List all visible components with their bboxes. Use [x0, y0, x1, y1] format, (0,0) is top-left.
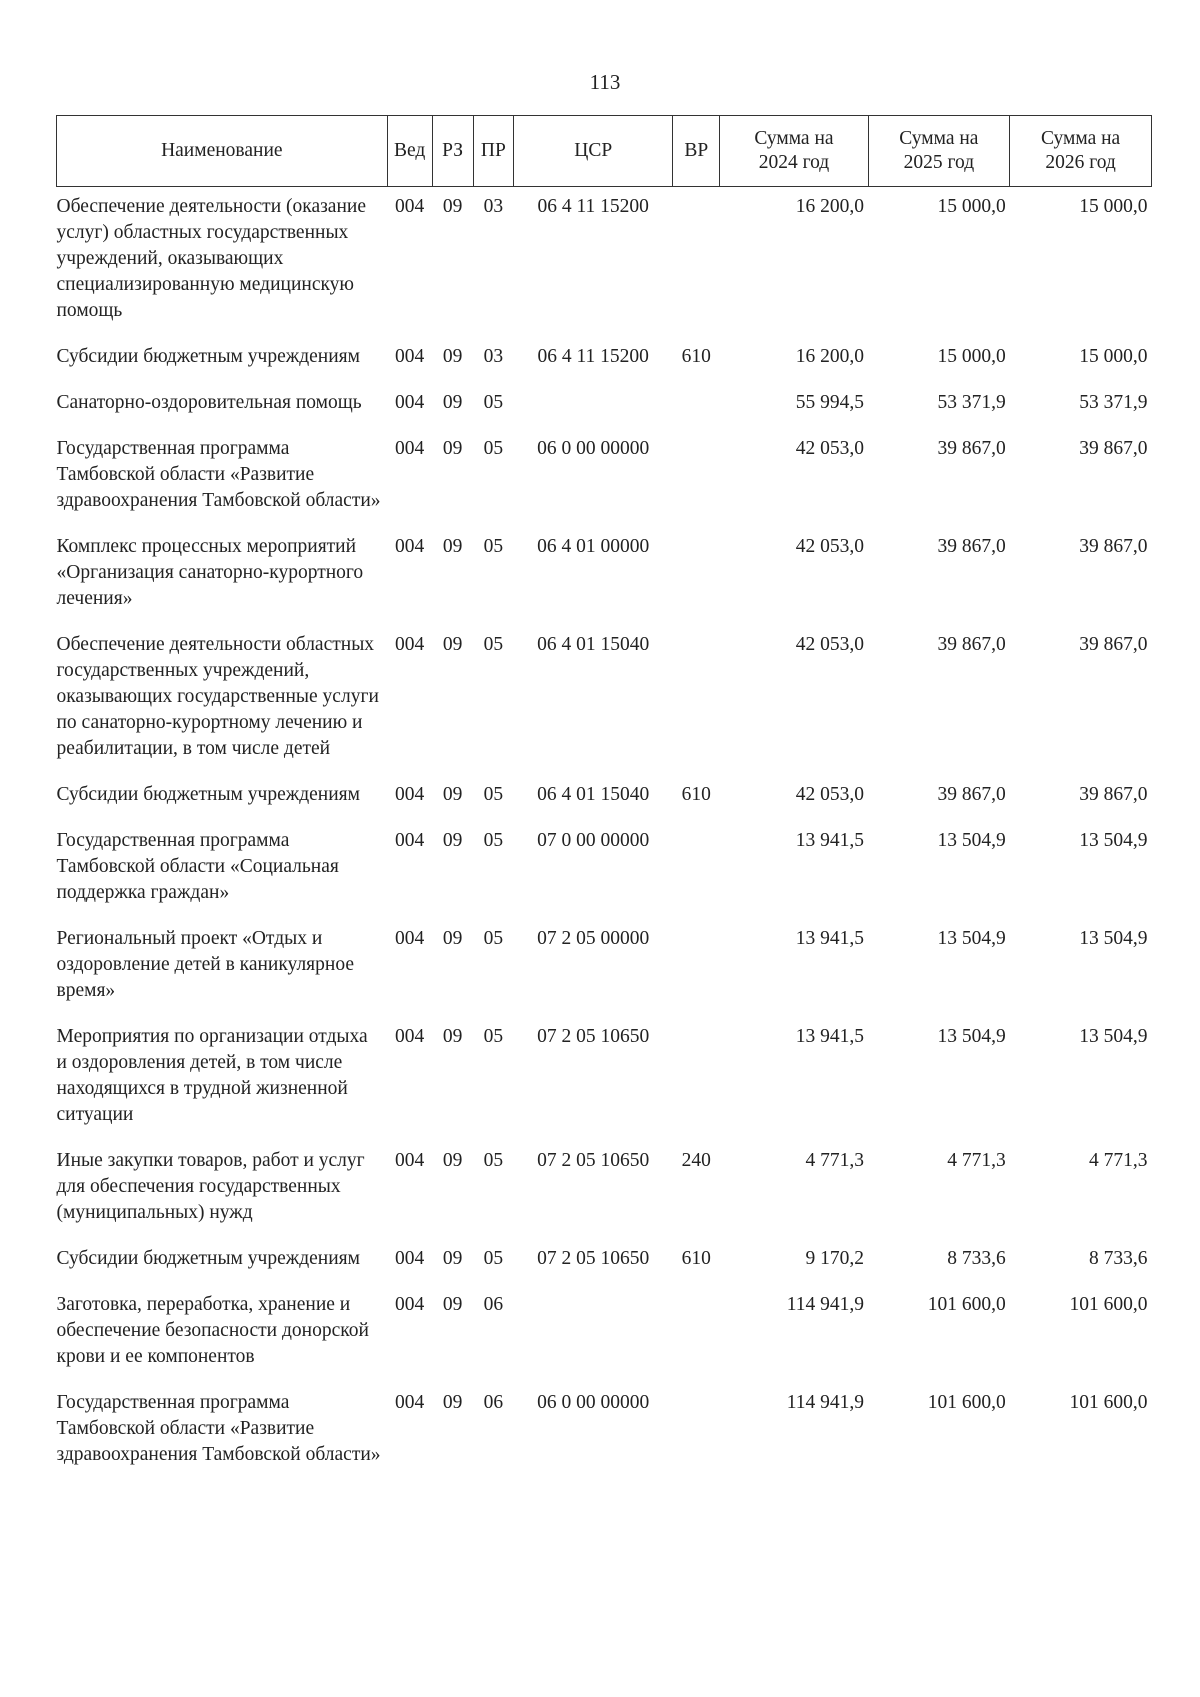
row-sum-2025: 101 600,0 — [927, 1392, 1006, 1413]
row-rz: 09 — [442, 634, 463, 655]
row-sum-2026: 13 504,9 — [1079, 928, 1148, 949]
row-csr: 06 4 01 15040 — [537, 784, 650, 805]
row-rz: 09 — [442, 928, 463, 949]
row-rz: 09 — [442, 196, 463, 217]
row-ved: 004 — [395, 196, 425, 217]
row-pr: 06 — [483, 1392, 504, 1413]
row-vr — [673, 1292, 720, 1390]
row-name: Субсидии бюджетным учреждениям — [56, 784, 360, 805]
row-sum-2025: 15 000,0 — [937, 196, 1006, 217]
row-pr: 05 — [483, 392, 504, 413]
row-sum-2024: 13 941,5 — [795, 830, 865, 851]
row-csr: 07 2 05 10650 — [537, 1248, 650, 1269]
row-sum-2025: 101 600,0 — [927, 1294, 1006, 1315]
row-ved: 004 — [395, 1294, 425, 1315]
header-row — [57, 116, 1152, 187]
row-name: Иные закупки товаров, работ и услуг для обеспечения государственных (муниципальных) нужд — [56, 1150, 365, 1223]
row-sum-2026: 4 771,3 — [1089, 1150, 1148, 1171]
row-name: Региональный проект «Отдых и оздоровление детей в каникулярное время» — [56, 928, 354, 1001]
row-pr: 05 — [483, 784, 504, 805]
row-ved: 004 — [395, 346, 425, 367]
row-ved: 004 — [395, 1392, 425, 1413]
row-rz: 09 — [442, 1294, 463, 1315]
row-csr: 06 0 00 00000 — [537, 438, 650, 459]
row-pr: 03 — [483, 346, 504, 367]
row-rz: 09 — [442, 1392, 463, 1413]
row-csr — [514, 1292, 673, 1390]
row-ved: 004 — [395, 438, 425, 459]
row-vr — [673, 187, 720, 345]
header-vr: ВР — [673, 116, 720, 187]
row-sum-2024: 13 941,5 — [795, 928, 865, 949]
row-rz: 09 — [442, 536, 463, 557]
table-body — [57, 187, 1152, 1489]
row-rz: 09 — [442, 1150, 463, 1171]
row-sum-2024: 42 053,0 — [795, 634, 865, 655]
header-sum-2026: Сумма на 2026 год — [1010, 116, 1152, 187]
row-csr: 07 0 00 00000 — [537, 830, 650, 851]
row-sum-2025: 39 867,0 — [937, 438, 1006, 459]
row-ved: 004 — [395, 830, 425, 851]
row-sum-2024: 42 053,0 — [795, 536, 865, 557]
row-pr: 05 — [483, 1150, 504, 1171]
row-csr: 07 2 05 00000 — [537, 928, 650, 949]
row-sum-2024: 42 053,0 — [795, 438, 865, 459]
row-sum-2026: 13 504,9 — [1079, 1026, 1148, 1047]
row-sum-2026: 39 867,0 — [1079, 438, 1148, 459]
row-csr: 06 4 01 00000 — [537, 536, 650, 557]
row-pr: 03 — [483, 196, 504, 217]
row-name: Мероприятия по организации отдыха и оздоровления детей, в том числе находящихся в трудной жизненной ситуации — [56, 1026, 368, 1125]
row-sum-2026: 39 867,0 — [1079, 784, 1148, 805]
row-sum-2024: 42 053,0 — [795, 784, 865, 805]
row-rz: 09 — [442, 1026, 463, 1047]
table-row — [57, 1292, 1152, 1390]
row-ved: 004 — [395, 784, 425, 805]
row-sum-2024: 55 994,5 — [795, 392, 865, 413]
row-vr — [673, 1390, 720, 1488]
row-pr: 06 — [483, 1294, 504, 1315]
row-vr: 610 — [681, 1248, 711, 1269]
table-row — [57, 436, 1152, 534]
table-row — [57, 534, 1152, 632]
header-csr: ЦСР — [514, 116, 673, 187]
row-sum-2026: 15 000,0 — [1079, 346, 1148, 367]
row-vr — [673, 926, 720, 1024]
row-sum-2025: 4 771,3 — [947, 1150, 1006, 1171]
table-row — [57, 926, 1152, 1024]
row-sum-2024: 4 771,3 — [805, 1150, 865, 1171]
row-csr: 06 4 01 15040 — [537, 634, 650, 655]
row-name: Государственная программа Тамбовской области «Социальная поддержка граждан» — [56, 830, 339, 903]
row-name: Заготовка, переработка, хранение и обеспечение безопасности донорской крови и ее компонентов — [56, 1294, 369, 1367]
table-row — [57, 632, 1152, 782]
row-csr: 07 2 05 10650 — [537, 1150, 650, 1171]
row-pr: 05 — [483, 830, 504, 851]
row-vr — [673, 390, 720, 436]
row-sum-2025: 13 504,9 — [937, 928, 1006, 949]
row-sum-2024: 16 200,0 — [795, 346, 865, 367]
row-sum-2025: 13 504,9 — [937, 830, 1006, 851]
row-vr — [673, 436, 720, 534]
row-sum-2026: 101 600,0 — [1069, 1294, 1148, 1315]
row-ved: 004 — [395, 928, 425, 949]
row-pr: 05 — [483, 1248, 504, 1269]
row-ved: 004 — [395, 634, 425, 655]
row-vr — [673, 632, 720, 782]
row-sum-2025: 13 504,9 — [937, 1026, 1006, 1047]
table-row — [57, 1148, 1152, 1246]
row-csr: 07 2 05 10650 — [537, 1026, 650, 1047]
row-sum-2026: 53 371,9 — [1079, 392, 1148, 413]
row-sum-2024: 114 941,9 — [786, 1392, 865, 1413]
row-sum-2026: 15 000,0 — [1079, 196, 1148, 217]
row-vr: 610 — [681, 346, 711, 367]
row-sum-2024: 9 170,2 — [805, 1248, 865, 1269]
row-pr: 05 — [483, 928, 504, 949]
header-sum-2024: Сумма на 2024 год — [720, 116, 868, 187]
budget-table — [56, 115, 1152, 1488]
row-rz: 09 — [442, 1248, 463, 1269]
row-name: Санаторно-оздоровительная помощь — [56, 392, 362, 413]
row-sum-2024: 114 941,9 — [786, 1294, 865, 1315]
table-row — [57, 1390, 1152, 1488]
table-row — [57, 828, 1152, 926]
header-pr: ПР — [473, 116, 514, 187]
row-ved: 004 — [395, 392, 425, 413]
row-sum-2026: 39 867,0 — [1079, 634, 1148, 655]
row-ved: 004 — [395, 1026, 425, 1047]
row-name: Субсидии бюджетным учреждениям — [56, 346, 360, 367]
row-csr — [514, 390, 673, 436]
row-sum-2026: 39 867,0 — [1079, 536, 1148, 557]
row-sum-2024: 16 200,0 — [795, 196, 865, 217]
row-name: Комплекс процессных мероприятий «Организация санаторно-курортного лечения» — [56, 536, 364, 609]
page-number: 113 — [589, 70, 621, 94]
table-row — [57, 390, 1152, 436]
row-pr: 05 — [483, 634, 504, 655]
row-ved: 004 — [395, 1150, 425, 1171]
header-rz: РЗ — [432, 116, 473, 187]
row-name: Государственная программа Тамбовской области «Развитие здравоохранения Тамбовской области» — [56, 1392, 381, 1465]
row-csr: 06 4 11 15200 — [537, 346, 649, 367]
header-ved: Вед — [387, 116, 432, 187]
header-sum-2025: Сумма на 2025 год — [868, 116, 1010, 187]
row-sum-2024: 13 941,5 — [795, 1026, 865, 1047]
row-ved: 004 — [395, 536, 425, 557]
row-sum-2025: 39 867,0 — [937, 634, 1006, 655]
header-name: Наименование — [57, 116, 388, 187]
row-pr: 05 — [483, 1026, 504, 1047]
row-sum-2026: 101 600,0 — [1069, 1392, 1148, 1413]
row-sum-2025: 8 733,6 — [947, 1248, 1006, 1269]
row-sum-2025: 39 867,0 — [937, 784, 1006, 805]
table-row — [57, 782, 1152, 828]
table-row — [57, 344, 1152, 390]
row-name: Обеспечение деятельности (оказание услуг) областных государственных учреждений, оказывающих специализированную медицинскую помощь — [56, 196, 366, 321]
row-sum-2025: 53 371,9 — [937, 392, 1006, 413]
row-rz: 09 — [442, 392, 463, 413]
row-sum-2026: 8 733,6 — [1089, 1248, 1148, 1269]
table-row — [57, 1024, 1152, 1148]
row-pr: 05 — [483, 536, 504, 557]
row-name: Субсидии бюджетным учреждениям — [56, 1248, 360, 1269]
row-sum-2025: 39 867,0 — [937, 536, 1006, 557]
row-pr: 05 — [483, 438, 504, 459]
row-csr: 06 0 00 00000 — [537, 1392, 650, 1413]
row-vr: 240 — [681, 1150, 711, 1171]
table-row — [57, 187, 1152, 345]
row-rz: 09 — [442, 346, 463, 367]
row-vr — [673, 1024, 720, 1148]
row-sum-2026: 13 504,9 — [1079, 830, 1148, 851]
row-vr — [673, 828, 720, 926]
row-rz: 09 — [442, 438, 463, 459]
row-name: Обеспечение деятельности областных государственных учреждений, оказывающих государственные услуги по санаторно-курортному лечению и реабилитации, в том числе детей — [56, 634, 379, 759]
row-ved: 004 — [395, 1248, 425, 1269]
budget-sheet — [56, 115, 1152, 1488]
row-vr: 610 — [681, 784, 711, 805]
row-rz: 09 — [442, 830, 463, 851]
row-csr: 06 4 11 15200 — [537, 196, 649, 217]
table-header — [57, 116, 1152, 187]
row-rz: 09 — [442, 784, 463, 805]
table-row — [57, 1246, 1152, 1292]
row-sum-2025: 15 000,0 — [937, 346, 1006, 367]
row-vr — [673, 534, 720, 632]
row-name: Государственная программа Тамбовской области «Развитие здравоохранения Тамбовской области» — [56, 438, 381, 511]
